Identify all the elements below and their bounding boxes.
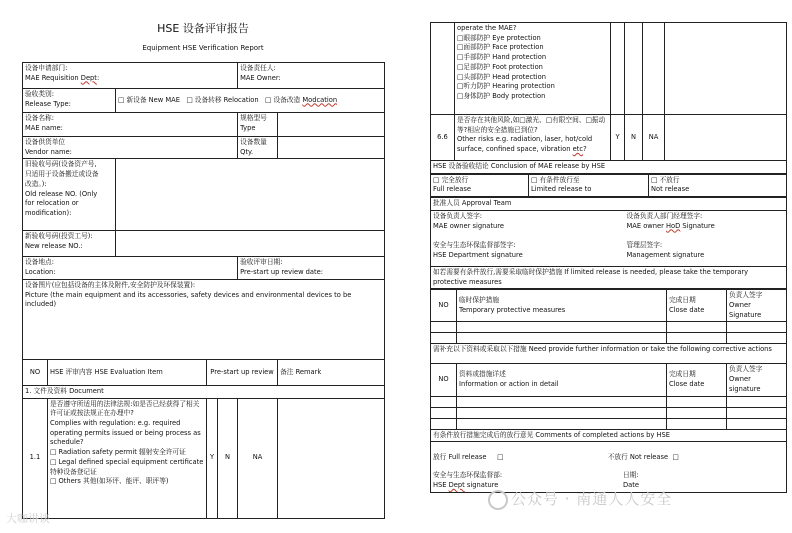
model-field[interactable] <box>278 113 385 137</box>
eye-protection-checkbox[interactable]: □眼部防护 Eye protection <box>457 33 541 42</box>
final-not-release-option[interactable]: 不放行 Not release □ <box>607 453 679 462</box>
relocation-checkbox[interactable]: □ 设备转移 Relocation <box>186 95 259 104</box>
header-no: NO <box>23 359 48 385</box>
special-equipment-checkbox[interactable]: □ Legal defined special equipment certificate 特种设备登记证 <box>50 457 204 476</box>
corner-watermark: 大咖讲谈 <box>6 512 50 525</box>
t2-header-item: 资料或措施详述 Information or action in detail <box>457 364 667 396</box>
approval-signatures-left[interactable]: 设备负责人签字: MAE owner signature 安全与生态环保监督部签字: HSE Department signature <box>431 210 625 266</box>
requisition-dept-field[interactable]: 设备申请部门: MAE Requisition Dept: <box>23 63 238 89</box>
header-remark: 备注 Remark <box>278 359 385 385</box>
row-6-6-no-option[interactable]: N <box>625 115 643 161</box>
face-protection-checkbox[interactable]: □面部防护 Face protection <box>457 43 544 52</box>
t2-row[interactable] <box>431 418 787 429</box>
t1-header-owner: 负责人签字 Owner Signature <box>727 290 787 322</box>
ppe-table <box>430 22 787 174</box>
full-release-option[interactable]: □ 完全放行 Full release <box>431 174 529 196</box>
head-protection-checkbox[interactable]: □头部防护 Head protection <box>457 72 546 81</box>
final-release-section <box>431 442 787 492</box>
review-date-field[interactable]: 验收评审日期: Pre-start up review date: <box>238 257 385 279</box>
old-release-no-label: 旧验收号码(设备资产号, 只适用于设备搬迁或设备 改造。): Old release NO. (Only for relocation or modification): <box>23 159 116 231</box>
release-type-label: 验收类别: Release Type: <box>23 89 116 113</box>
t2-row[interactable] <box>431 407 787 418</box>
mae-owner-field[interactable]: 设备责任人: MAE Owner: <box>238 63 385 89</box>
limited-release-note: 如若需要有条件放行,需要采取临时保护措施 If limited release is needed, please take the temporary protective measures <box>431 266 787 288</box>
t1-header-no: NO <box>431 290 457 322</box>
qty-field[interactable] <box>278 137 385 159</box>
new-mae-checkbox[interactable]: □ 新设备 New MAE <box>118 95 180 104</box>
final-full-release-option[interactable]: 放行 Full release □ <box>433 453 504 462</box>
header-evaluation-item: HSE 评审内容 HSE Evaluation Item <box>48 359 207 385</box>
hand-protection-checkbox[interactable]: □手部防护 Hand protection <box>457 53 547 62</box>
header-prestart-review: Pre-start up review <box>207 359 278 385</box>
new-release-no-field[interactable] <box>116 231 385 257</box>
approval-table <box>430 197 787 289</box>
row-1-1-na[interactable]: NA <box>238 398 278 518</box>
mae-name-field[interactable]: 设备名称: MAE name: <box>23 113 238 137</box>
temporary-measures-table <box>430 289 787 492</box>
row-6-6-na[interactable]: NA <box>643 115 665 161</box>
watermark: 公众号 · 南通人人安全 <box>488 488 672 510</box>
not-release-option[interactable]: □ 不放行 Not release <box>649 174 787 196</box>
report-page-right <box>430 22 786 493</box>
t1-header-date: 完成日期 Close date <box>667 290 727 322</box>
foot-protection-checkbox[interactable]: □足部防护 Foot protection <box>457 62 543 71</box>
report-title: HSE 设备评审报告 <box>157 22 249 35</box>
location-field[interactable]: 设备地点: Location: <box>23 257 238 279</box>
vendor-field[interactable]: 设备供货单位 Vendor name: <box>23 137 238 159</box>
t2-row[interactable] <box>431 396 787 407</box>
ppe-item: operate the MAE? □眼部防护 Eye protection □面部防护 Face protection □手部防护 Hand protection □足部防护 Foot protection □头部防护 Head protection □听力防护 Hearing protection □身体防护 Body protection <box>455 23 611 115</box>
approval-signatures-right[interactable]: 设备负责人部门经理签字: MAE owner HoD Signature 管理层签字: Management signature <box>625 210 787 266</box>
t2-header-date: 完成日期 Close date <box>667 364 727 396</box>
t1-row[interactable] <box>431 322 787 333</box>
modification-checkbox[interactable]: □ 设备改造 <box>265 95 301 104</box>
radiation-permit-checkbox[interactable]: □ Radiation safety permit 辐射安全许可证 <box>50 448 186 457</box>
comments-heading: 有条件放行措施完成后的放行意见 Comments of completed actions by HSE <box>431 429 787 442</box>
t2-header-owner: 负责人签字 Owner signature <box>727 364 787 396</box>
qty-label: 设备数量 Qty. <box>238 137 278 159</box>
row-1-1-yes[interactable]: Y <box>207 398 218 518</box>
body-protection-checkbox[interactable]: □身体防护 Body protection <box>457 92 546 101</box>
row-1-1-remark[interactable] <box>278 398 385 518</box>
section-document: 1. 文件及资料 Document <box>23 385 385 398</box>
row-6-6-remark[interactable] <box>665 115 787 161</box>
others-checkbox[interactable]: □ Others 其他(如环评、能评、职评等) <box>50 477 169 486</box>
model-label: 规格型号 Type <box>238 113 278 137</box>
row-6-6-no: 6.6 <box>431 115 455 161</box>
row-6-6-item: 是否存在其他风险,如□激光、□有限空间、□振动等?相应的安全措施已到位? Other risks e.g. radiation, laser, hot/cold surface, confined space, vibration etc? <box>455 115 611 161</box>
approval-heading: 批准人员 Approval Team <box>431 198 787 211</box>
hearing-protection-checkbox[interactable]: □听力防护 Hearing protection <box>457 82 555 91</box>
info-table <box>22 62 385 519</box>
date-field[interactable]: 日期: Date <box>623 471 639 489</box>
further-actions-note: 需补充以下资料或采取以下措施 Need provide further information or take the following corrective actions <box>431 344 787 364</box>
new-release-no-label: 新验收号码(投资工号): New release NO.: <box>23 231 116 257</box>
conclusion-heading: HSE 设备验收结论 Conclusion of MAE release by HSE <box>431 161 787 174</box>
t1-header-item: 临时保护措施 Temporary protective measures <box>457 290 667 322</box>
row-1-1-no: 1.1 <box>23 398 48 518</box>
report-page-left <box>22 14 384 519</box>
release-type-options[interactable]: □ 新设备 New MAE □ 设备转移 Relocation □ 设备改造 Modcation <box>116 89 385 113</box>
row-6-6-yes[interactable]: Y <box>611 115 625 161</box>
picture-field[interactable]: 设备图片(应包括设备的主体及附件,安全防护及环保装置): Picture (the main equipment and its accessories, safety devices and environmental devices to be included) <box>23 279 385 359</box>
report-subtitle: Equipment HSE Verification Report <box>142 44 264 52</box>
old-release-no-field[interactable] <box>116 159 385 231</box>
limited-release-option[interactable]: □ 有条件放行至 Limited release to <box>529 174 649 196</box>
wechat-icon <box>488 490 508 510</box>
conclusion-table <box>430 174 787 197</box>
t1-row[interactable] <box>431 333 787 344</box>
row-1-1-no-option[interactable]: N <box>218 398 238 518</box>
row-1-1-item: 是否遵守所适用的法律法规:如是否已经获得了相关许可证或按法规正在办理中? Complies with regulation: e.g. required operating permits issued or being process as schedule? □ Radiation safety permit 辐射安全许可证 □ Legal defined special equipment certificate 特种设备登记证 □ Others 其他(如环评、能评、职评等) <box>48 398 207 518</box>
hse-dept-signature-field[interactable]: 安全与生态环保监督部: HSE Dept signature <box>433 471 503 489</box>
t2-header-no: NO <box>431 364 457 396</box>
